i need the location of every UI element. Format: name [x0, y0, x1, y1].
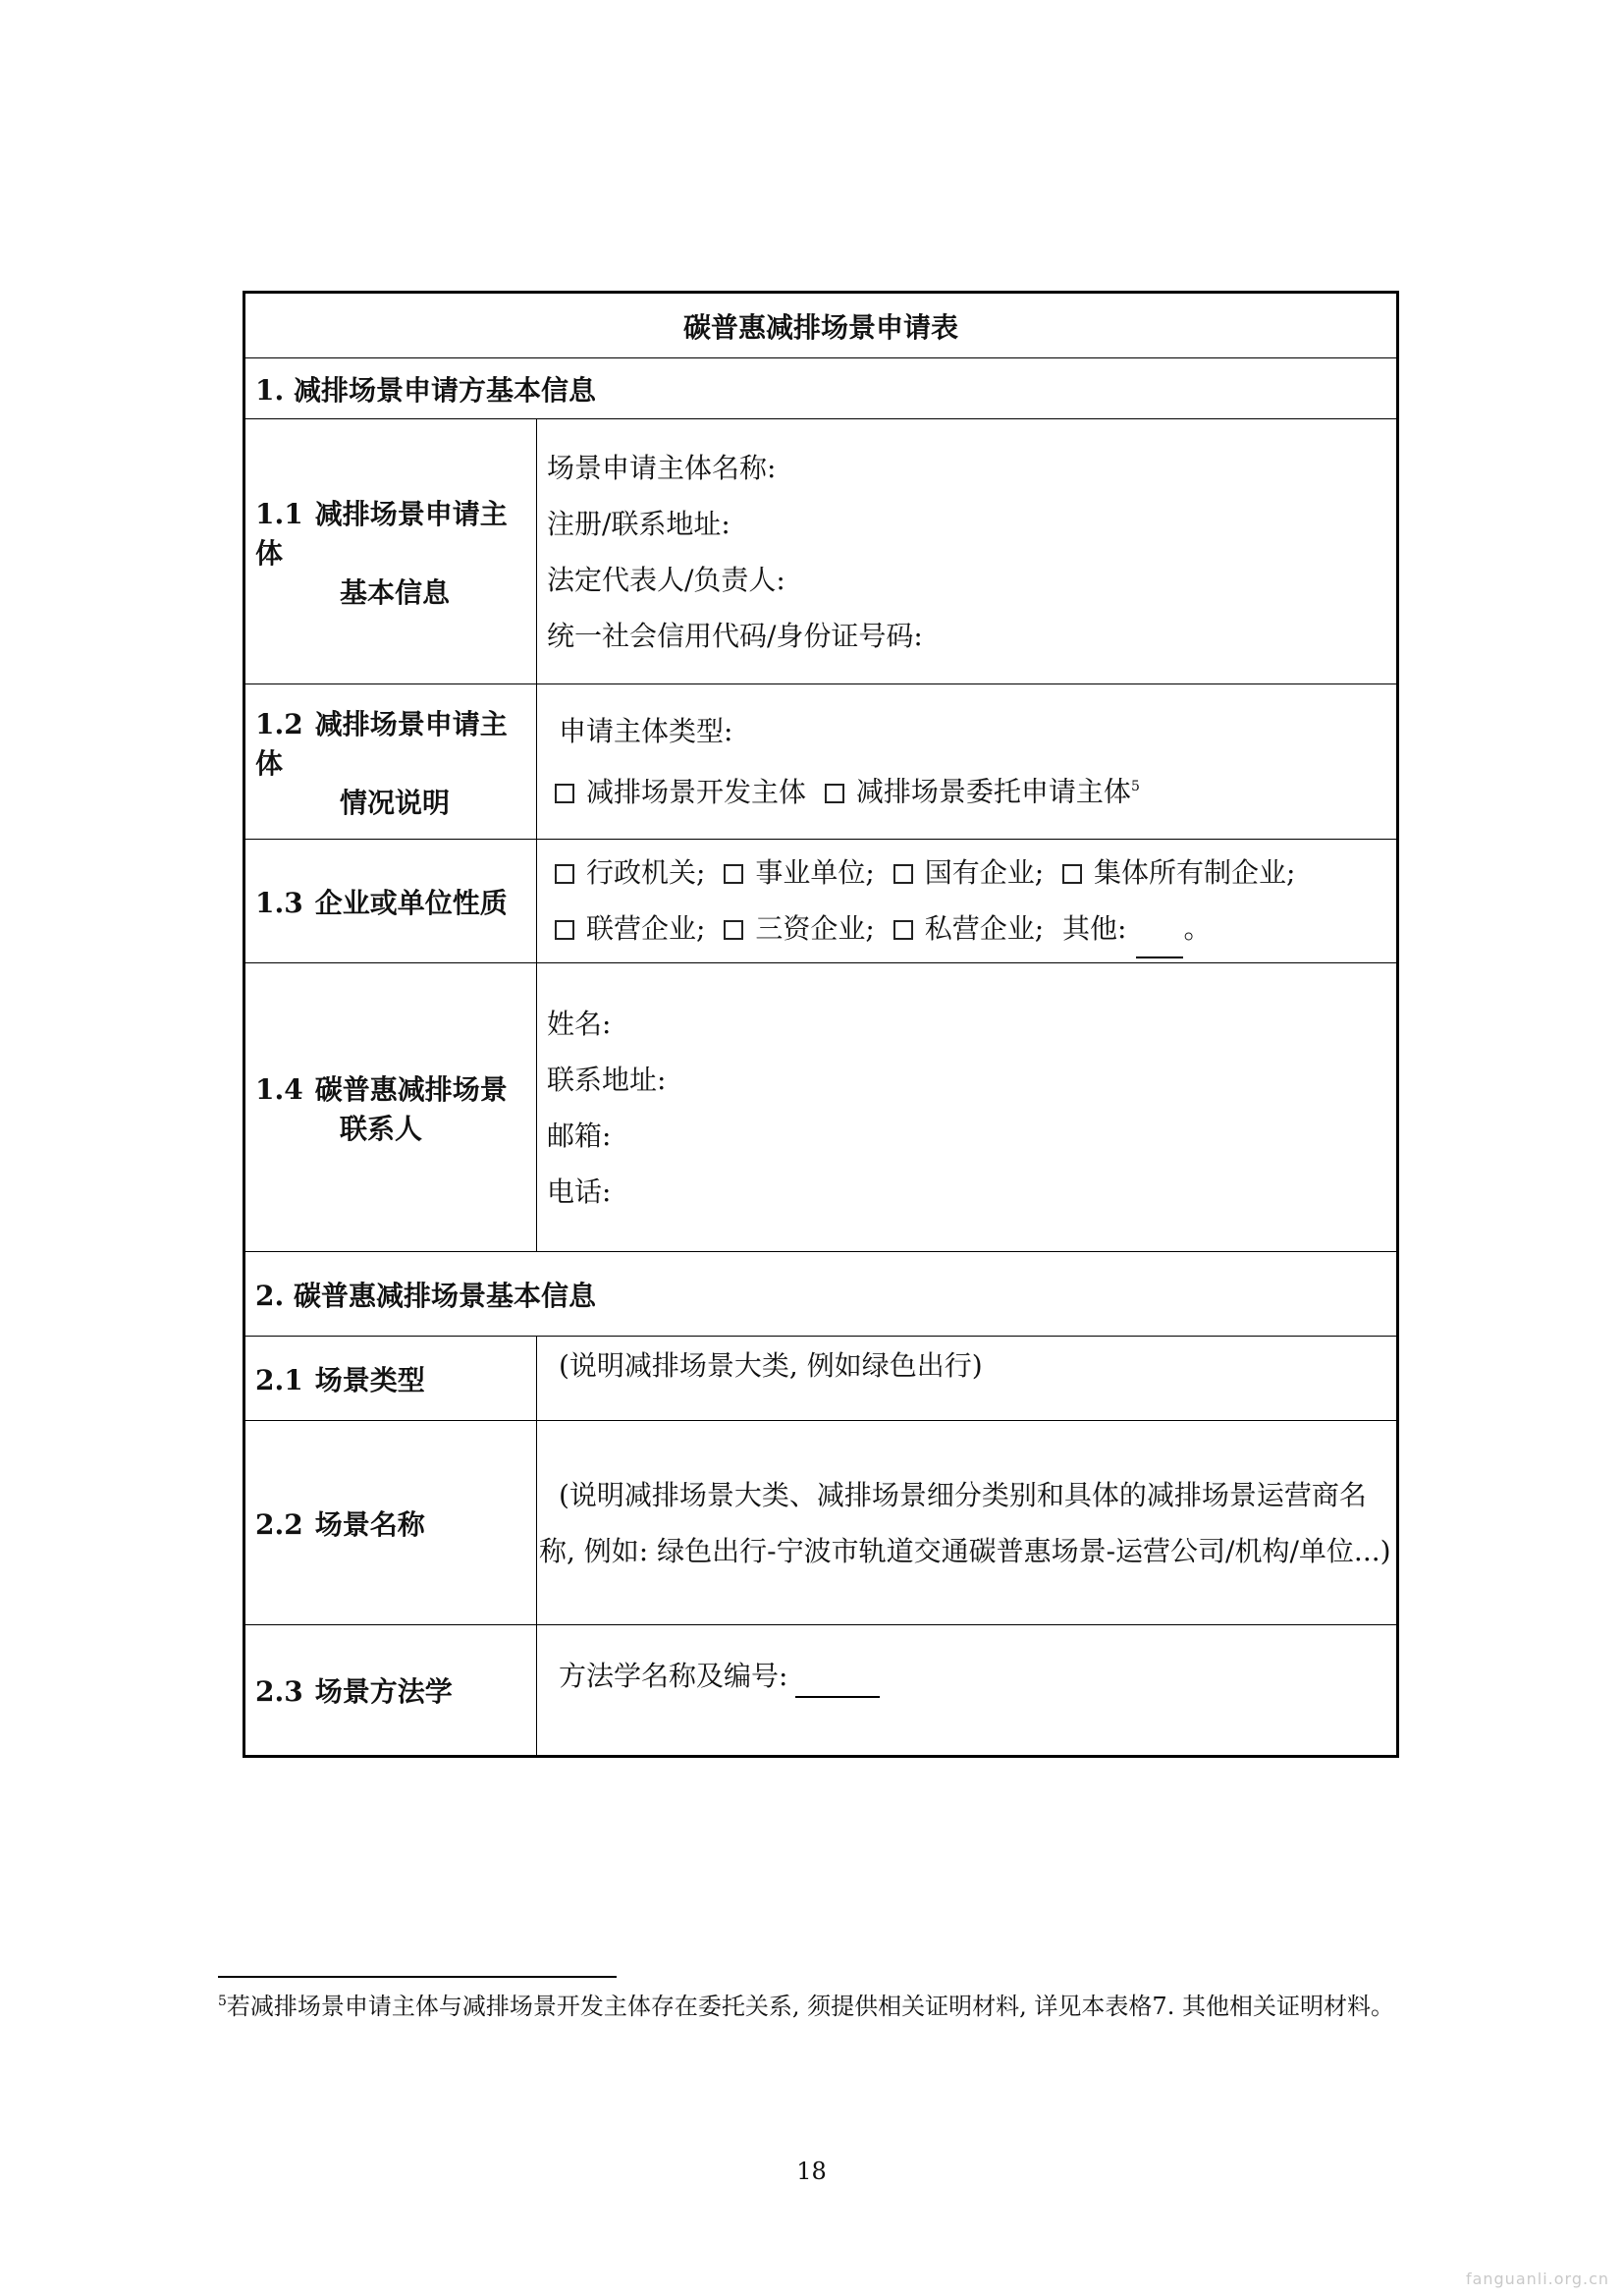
row-2-3	[244, 1625, 1398, 1757]
gov-checkbox[interactable]	[555, 864, 574, 884]
row-1-1-label: 1.1 减排场景申请主体 基本信息	[244, 419, 537, 684]
section2-heading-row	[244, 1252, 1398, 1337]
public-institution-checkbox[interactable]	[724, 864, 743, 884]
contact-address-field[interactable]: 联系地址:	[547, 1063, 667, 1096]
contact-phone-field[interactable]: 电话:	[547, 1175, 612, 1208]
methodology-blank[interactable]	[795, 1657, 880, 1698]
row-1-4-content[interactable]	[537, 963, 1398, 1252]
row-2-1-label: 2.1 场景类型	[244, 1337, 537, 1421]
address-field[interactable]: 注册/联系地址:	[547, 507, 730, 540]
row-1-4	[244, 963, 1398, 1252]
applicant-name-field[interactable]: 场景申请主体名称:	[547, 451, 777, 484]
row-2-2-content[interactable]: (说明减排场景大类、减排场景细分类别和具体的减排场景运营商名称, 例如: 绿色出行-宁波市轨道交通碳普惠场景-运营公司/机构/单位...)	[537, 1421, 1398, 1625]
state-owned-checkbox[interactable]	[893, 864, 913, 884]
row-1-2	[244, 684, 1398, 840]
credit-code-field[interactable]: 统一社会信用代码/身份证号码:	[547, 619, 923, 652]
application-form-table	[243, 291, 1399, 1758]
footnote-divider	[218, 1976, 617, 1978]
row-2-1	[244, 1337, 1398, 1421]
footnote: $^5$若减排场景申请主体与减排场景开发主体存在委托关系, 须提供相关证明材料, 详见本表格7. 其他相关证明材料。	[218, 1993, 1394, 2020]
legal-rep-field[interactable]: 法定代表人/负责人:	[547, 563, 785, 596]
form-title: 碳普惠减排场景申请表	[244, 293, 1398, 358]
developer-checkbox[interactable]	[555, 784, 574, 803]
section1-heading-row	[244, 358, 1398, 419]
section1-heading: 1. 减排场景申请方基本信息	[244, 358, 1398, 419]
row-1-3-content: 行政机关; 事业单位; 国有企业; 集体所有制企业; 联营企业; 三资企业; 私营企业; 其他: 。	[537, 840, 1398, 963]
row-1-1-content[interactable]	[537, 419, 1398, 684]
row-2-3-content: 方法学名称及编号:	[537, 1625, 1398, 1757]
contact-name-field[interactable]: 姓名:	[547, 1007, 612, 1040]
joint-venture-checkbox[interactable]	[555, 920, 574, 940]
footnote-ref: 5	[1130, 779, 1140, 795]
row-1-4-label: 1.4 碳普惠减排场景 联系人	[244, 963, 537, 1252]
row-2-2-label: 2.2 场景名称	[244, 1421, 537, 1625]
page-number: 18	[796, 2158, 827, 2185]
applicant-type-label: 申请主体类型:	[559, 715, 733, 748]
section2-heading: 2. 碳普惠减排场景基本信息	[244, 1252, 1398, 1337]
row-1-3	[244, 840, 1398, 963]
other-blank[interactable]	[1136, 901, 1183, 958]
foreign-funded-checkbox[interactable]	[724, 920, 743, 940]
row-2-3-label: 2.3 场景方法学	[244, 1625, 537, 1757]
row-1-1	[244, 419, 1398, 684]
form-title-row	[244, 293, 1398, 358]
row-2-2	[244, 1421, 1398, 1625]
contact-email-field[interactable]: 邮箱:	[547, 1119, 612, 1152]
private-checkbox[interactable]	[893, 920, 913, 940]
row-1-2-label: 1.2 减排场景申请主体 情况说明	[244, 684, 537, 840]
row-1-2-content: 申请主体类型: 减排场景开发主体 减排场景委托申请主体$^5$	[537, 684, 1398, 840]
collective-checkbox[interactable]	[1062, 864, 1082, 884]
row-2-1-content[interactable]: (说明减排场景大类, 例如绿色出行)	[537, 1337, 1398, 1421]
watermark: fanguanli.org.cn	[1465, 2269, 1609, 2288]
row-1-3-label: 1.3 企业或单位性质	[244, 840, 537, 963]
delegate-checkbox[interactable]	[825, 784, 844, 803]
